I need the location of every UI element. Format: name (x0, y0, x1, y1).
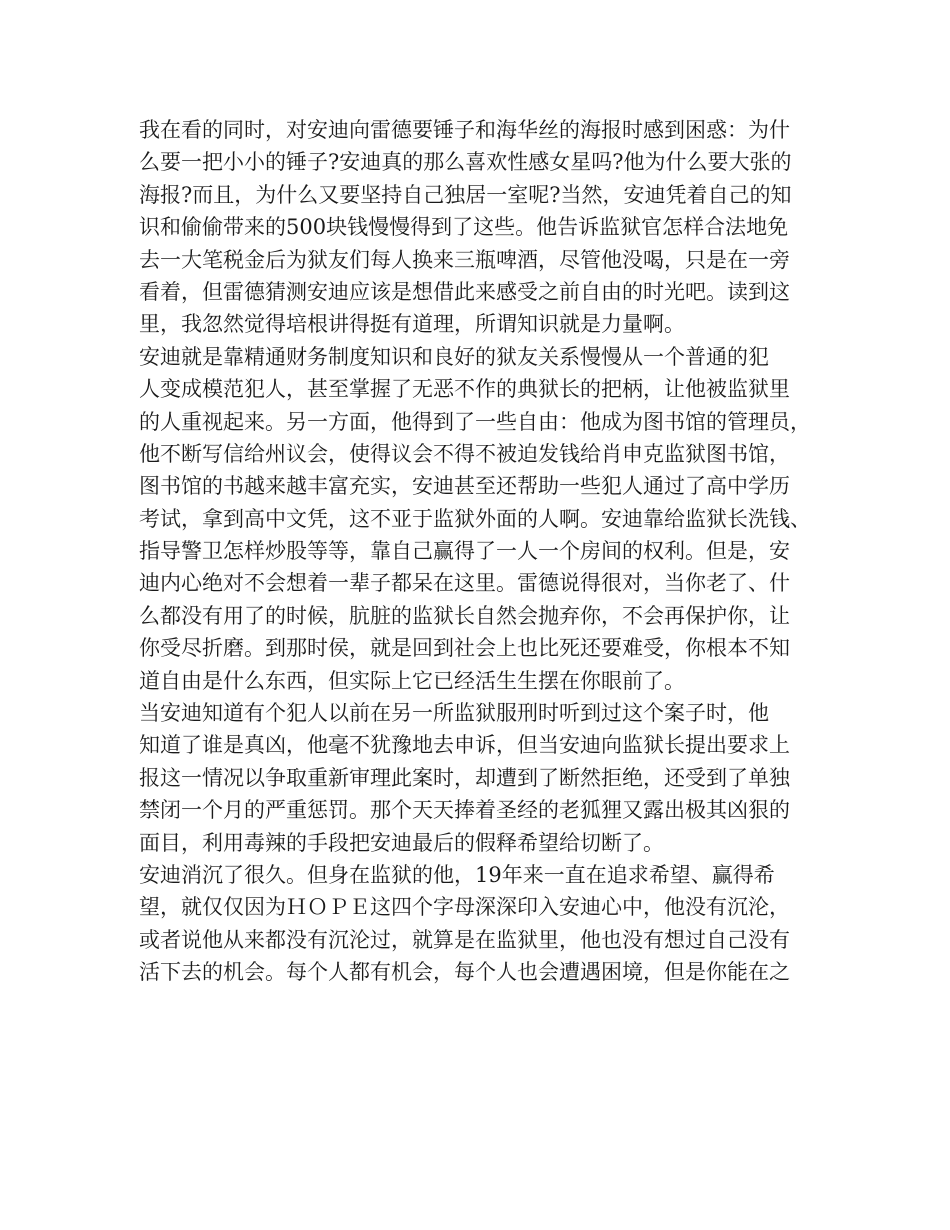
paragraph (139, 341, 819, 697)
text-line: 他不断写信给州议会，使得议会不得不被迫发钱给肖申克监狱图书馆， (139, 441, 790, 466)
text-line: 我在看的同时，对安迪向雷德要锤子和海华丝的海报时感到困惑：为什 (139, 118, 790, 142)
text-line: 禁闭一个月的严重惩罚。那个天天捧着圣经的老狐狸又露出极其凶狠的 (139, 798, 790, 823)
text-line: 安迪消沉了很久。但身在监狱的他，19年来一直在追求希望、赢得希 (139, 862, 775, 887)
text-line: 的人重视起来。另一方面，他得到了一些自由：他成为图书馆的管理员， (139, 409, 811, 434)
text-line: 当安迪知道有个犯人以前在另一所监狱服刑时听到过这个案子时，他 (139, 701, 769, 726)
paragraph (139, 859, 819, 989)
text-line: 么都没有用了的时候，肮脏的监狱长自然会抛弃你，不会再保护你，让 (139, 603, 790, 628)
text-line: 迪内心绝对不会想着一辈子都呆在这里。雷德说得很对，当你老了、什 (139, 571, 790, 596)
text-line: 里，我忽然觉得培根讲得挺有道理，所谓知识就是力量啊。 (139, 312, 685, 337)
text-line: 知道了谁是真凶，他毫不犹豫地去申诉，但当安迪向监狱长提出要求上 (139, 733, 790, 758)
text-line: 指导警卫怎样炒股等等，靠自己赢得了一人一个房间的权利。但是，安 (139, 539, 790, 564)
text-line: 活下去的机会。每个人都有机会，每个人也会遭遇困境，但是你能在之 (139, 960, 790, 985)
text-line: 报这一情况以争取重新审理此案时，却遭到了断然拒绝，还受到了单独 (139, 765, 790, 790)
text-line: 望，就仅仅因为ＨＯＰＥ这四个字母深深印入安迪心中，他没有沉沦， (139, 895, 790, 920)
text-line: 人变成模范犯人，甚至掌握了无恶不作的典狱长的把柄，让他被监狱里 (139, 377, 790, 402)
text-line: 考试，拿到高中文凭，这不亚于监狱外面的人啊。安迪靠给监狱长洗钱、 (139, 506, 811, 531)
text-line: 去一大笔税金后为狱友们每人换来三瓶啤酒，尽管他没喝，只是在一旁 (139, 247, 790, 272)
text-line: 么要一把小小的锤子?安迪真的那么喜欢性感女星吗?他为什么要大张的 (139, 150, 792, 175)
text-line: 你受尽折磨。到那时侯，就是回到社会上也比死还要难受，你根本不知 (139, 636, 790, 661)
text-line: 道自由是什么东西，但实际上它已经活生生摆在你眼前了。 (139, 668, 685, 693)
text-line: 海报?而且，为什么又要坚持自己独居一室呢?当然，安迪凭着自己的知 (139, 182, 792, 207)
text-line: 图书馆的书越来越丰富充实，安迪甚至还帮助一些犯人通过了高中学历 (139, 474, 790, 499)
paragraph (139, 114, 819, 341)
paragraph (139, 697, 819, 859)
text-line: 识和偷偷带来的500块钱慢慢得到了这些。他告诉监狱官怎样合法地免 (139, 215, 789, 240)
text-line: 或者说他从来都没有沉沦过，就算是在监狱里，他也没有想过自己没有 (139, 927, 790, 952)
document-body (139, 114, 819, 989)
text-line: 面目，利用毒辣的手段把安迪最后的假释希望给切断了。 (139, 830, 664, 855)
text-line: 看着，但雷德猜测安迪应该是想借此来感受之前自由的时光吧。读到这 (139, 279, 790, 304)
text-line: 安迪就是靠精通财务制度知识和良好的狱友关系慢慢从一个普通的犯 (139, 344, 769, 369)
